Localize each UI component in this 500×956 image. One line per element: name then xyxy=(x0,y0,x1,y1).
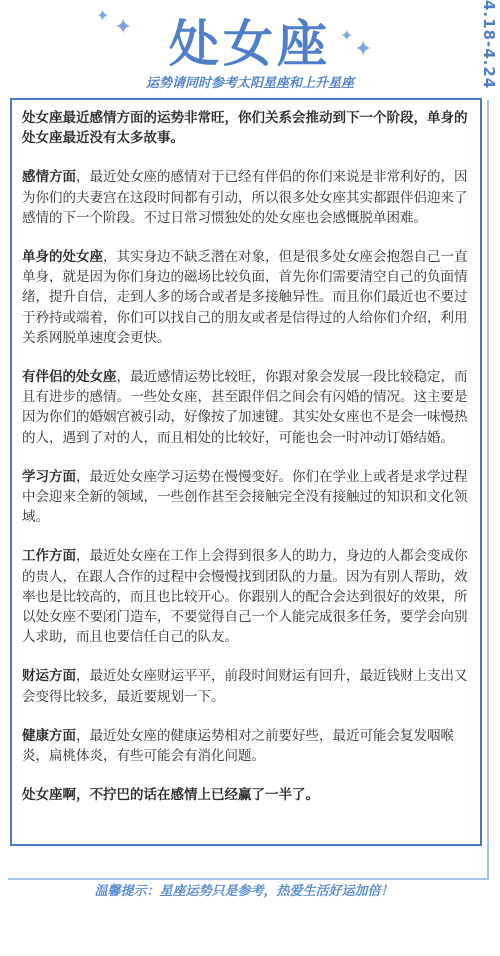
sparkle-icon: ✦ xyxy=(340,26,354,45)
date-range: 4.18-4.24 xyxy=(480,0,498,90)
page-subtitle: 运势请同时参考太阳星座和上升星座 xyxy=(145,76,354,91)
section-heading: 单身的处女座 xyxy=(22,249,103,266)
section-wealth xyxy=(22,666,470,706)
section-study xyxy=(22,467,470,528)
closing-paragraph: 处女座啊，不拧巴的话在感情上已经赢了一半了。 xyxy=(22,787,319,804)
section-text: ，最近处女座的感情对于已经有伴侣的你们来说是非常利好的，因为你们的夫妻宫在这段时间都有引动，所以很多处女座其实都跟伴侣迎来了感情的下一个阶段。不过日常习惯独处的处女座也会感慨脱单困难。 xyxy=(22,169,468,226)
section-partnered xyxy=(22,367,470,448)
horoscope-content xyxy=(10,98,482,846)
footer-tip: 温馨提示：星座运势只是参考，热爱生活好运加倍！ xyxy=(94,884,394,899)
sparkle-icon: ✦ xyxy=(114,15,133,40)
section-heading: 感情方面 xyxy=(22,169,76,186)
sparkle-icon: ✦ xyxy=(354,37,373,62)
section-single xyxy=(22,247,470,348)
section-heading: 财运方面 xyxy=(22,668,76,685)
section-love xyxy=(22,167,470,228)
section-text: ，最近感情运势比较旺，你跟对象会发展一段比较稳定，而且有进步的感情。一些处女座，甚至跟伴侣之间会有闪婚的情况。这主要是因为你们的婚姻宫被引动，好像按了加速键。其实处女座也不是会一味慢热的人，遇到了对的人，而且相处的比较好，可能也会一时冲动订婚结婚。 xyxy=(22,369,468,446)
section-heading: 工作方面 xyxy=(22,548,76,565)
section-text: ，最近处女座财运平平，前段时间财运有回升，最近钱财上支出又会变得比较多，最近要规划一下。 xyxy=(22,668,468,705)
section-text: ，最近处女座学习运势在慢慢变好。你们在学业上或者是求学过程中会迎来全新的领域，一些创作甚至会接触完全没有接触过的知识和文化领域。 xyxy=(22,468,468,526)
section-work xyxy=(22,546,470,647)
section-heading: 健康方面 xyxy=(22,727,76,744)
section-text: ，其实身边不缺乏潜在对象，但是很多处女座会抱怨自己一直单身，就是因为你们身边的磁场比较负面，首先你们需要清空自己的负面情绪，提升自信，走到人多的场合或者是多接触异性。而且你们最近也不要过于矜持或端着，你们可以找自己的朋友或者是信得过的人给你们介绍，利用关系网脱单速度会更快。 xyxy=(22,249,468,346)
section-text: ，最近处女座在工作上会得到很多人的助力，身边的人都会变成你的贵人，在跟人合作的过程中会慢慢找到团队的力量。因为有别人帮助，效率也是比较高的，而且也比较开心。你跟别人的配合会达到很好的效果，所以处女座不要闭门造车，不要觉得自己一个人能完成很多任务，要学会向别人求助，而且也要信任自己的队友。 xyxy=(22,548,468,646)
page-title: 处女座 xyxy=(169,15,331,73)
sparkle-icon: ✦ xyxy=(96,6,110,25)
section-heading: 学习方面 xyxy=(22,468,76,485)
section-heading: 有伴侣的处女座 xyxy=(22,369,117,386)
lead-paragraph: 处女座最近感情方面的运势非常旺，你们关系会推动到下一个阶段，单身的处女座最近没有太多故事。 xyxy=(22,110,468,147)
section-text: ，最近处女座的健康运势相对之前要好些，最近可能会复发咽喉炎，扁桃体炎，有些可能会有消化问题。 xyxy=(22,727,454,765)
frame-divider xyxy=(487,100,489,880)
section-health xyxy=(22,726,470,766)
